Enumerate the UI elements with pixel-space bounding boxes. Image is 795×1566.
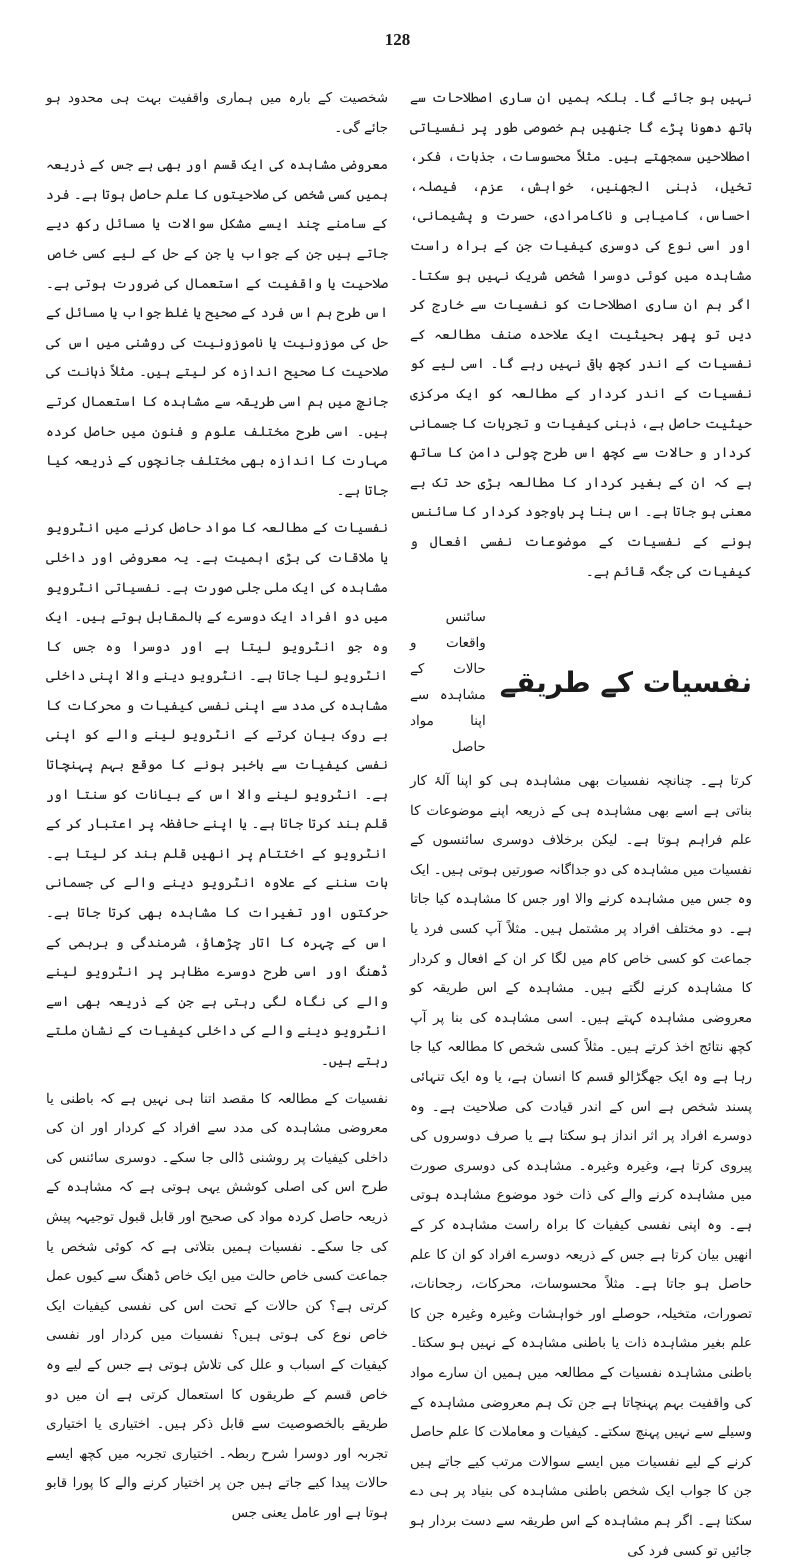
left-paragraph-1: شخصیت کے بارہ میں ہماری واقفیت بہت ہی محدود ہو جائے گی۔ bbox=[46, 91, 388, 136]
left-column bbox=[46, 84, 388, 1521]
section-heading-block bbox=[410, 605, 752, 761]
page-number: 128 bbox=[384, 30, 411, 49]
left-paragraph-3: نفسیات کے مطالعہ کا مواد حاصل کرنے میں انٹرویو یا ملاقات کی بڑی اہمیت ہے۔ یہ معروضی اور داخلی مشاہدہ کی ایک ملی جلی صورت ہے۔ نفسیاتی انٹرویو میں دو افراد ایک دوسرے کے بالمقابل ہوتے ہیں۔ ایک وہ جو انٹرویو لیتا ہے اور دوسرا وہ جس کا انٹرویو لیا جاتا ہے۔ انٹرویو دینے والا اپنی داخلی مشاہدہ کی مدد سے اپنی نفسی کیفیات و محرکات کا بے روک بیان کرتے کے انٹرویو لینے والے کو اپنی نفسی کیفیات سے باخبر ہونے کا موقع بہم پہنچاتا ہے۔ انٹرویو لینے والا اس کے بیانات کو سنتا اور قلم بند کرتا جاتا ہے۔ یا اپنے حافظہ پر اعتبار کر کے انٹرویو کے اختتام پر انھیں قلم بند کر لیتا ہے۔ بات سننے کے علاوہ انٹرویو دینے والے کی جسمانی حرکتوں اور تغیرات کا مشاہدہ بھی کرتا جاتا ہے۔ اس کے چہرہ کا اتار چڑھاؤ، شرمندگی و برہمی کے ڈھنگ اور اسی طرح دوسرے مظاہر پر انٹرویو لینے والے کی نگاہ لگی رہتی ہے جن کے ذریعہ بھی اسے انٹرویو دینے والے کی داخلی کیفیات کے نشان ملتے رہتے ہیں۔ bbox=[46, 521, 388, 1069]
right-column bbox=[410, 84, 752, 1559]
section-heading: نفسیات کے طریقے bbox=[499, 666, 752, 700]
right-paragraph-1: نہیں ہو جائے گا۔ بلکہ ہمیں ان ساری اصطلاحات سے ہاتھ دھونا پڑے گا جنھیں ہم خصوصی طور پر نفسیاتی اصطلاحیں سمجھتے ہیں۔ مثلاً محسوسات، جذبات، فکر، تخیل، ذہنی الجھنیں، خواہش، عزم، فیصلہ، احساس، کامیابی و ناکامرادی، حسرت و پشیمانی، اور اسی نوع کی دوسری کیفیات جن کے براہ راست مشاہدہ میں کوئی دوسرا شخص شریک نہیں ہو سکتا۔ اگر ہم ان ساری اصطلاحات کو نفسیات سے خارج کر دیں تو پھر بحیثیت ایک علاحدہ صنف مطالعہ کے نفسیات کے اندر کچھ باقی نہیں رہے گا۔ اسی لیے کو نفسیات کے اندر کردار کے مطالعہ کو ایک مرکزی حیثیت حاصل ہے، ذہنی کیفیات و تجربات کا جسمانی کردار و حالات سے کچھ اس طرح چولی دامن کا ساتھ ہے کہ ان کے بغیر کردار کا مطالعہ بڑی حد تک بے معنی ہو جاتا ہے۔ اس بنا پر باوجود کردار کا سائنس ہونے کے نفسیات کے موضوعات نفسی افعال و کیفیات کی جگہ قائم ہے۔ bbox=[410, 91, 752, 580]
left-paragraph-2: معروضی مشاہدہ کی ایک قسم اور بھی ہے جس کے ذریعہ ہمیں کسی شخص کی صلاحیتوں کا علم حاصل ہوتا ہے۔ فرد کے سامنے چند ایسے مشکل سوالات یا مسائل رکھ دیے جاتے ہیں جن کے جواب یا جن کے حل کے لیے کسی خاص صلاحیت یا واقفیت کے استعمال کی ضرورت ہوتی ہے۔ اس طرح ہم اس فرد کے صحیح یا غلط جواب یا مسائل کے حل کی موزونیت یا ناموزونیت کی روشنی میں اس کی صلاحیت کا صحیح اندازہ کر لیتے ہیں۔ مثلاً ذہانت کی جانچ میں ہم اسی طریقہ سے مشاہدہ کا استعمال کرتے ہیں۔ اسی طرح مختلف علوم و فنون میں حاصل کردہ مہارت کا اندازہ بھی مختلف جانچوں کے ذریعہ کیا جاتا ہے۔ bbox=[46, 158, 388, 499]
section-heading-side-text: سائنس واقعات و حالات کے مشاہدہ سے اپنا مواد حاصل bbox=[410, 610, 486, 756]
left-paragraph-4: نفسیات کے مطالعہ کا مقصد اتنا ہی نہیں ہے کہ باطنی یا معروضی مشاہدہ کی مدد سے افراد کے کردار اور ان کی داخلی کیفیات پر روشنی ڈالی جا سکے۔ دوسری سائنس کی طرح اس کی اصلی کوشش یہی ہوتی ہے کہ مشاہدہ کے ذریعہ حاصل کردہ مواد کی صحیح اور قابل قبول توجیہہ پیش کی جا سکے۔ نفسیات ہمیں بتلاتی ہے کہ کوئی شخص یا جماعت کسی خاص حالت میں ایک خاص ڈھنگ سے کیوں عمل کرتی ہے؟ کن حالات کے تحت اس کی نفسی کیفیات ایک خاص نوع کی ہوتی ہیں؟ نفسیات میں کردار اور نفسی کیفیات کے اسباب و علل کی تلاش ہوتی ہے جس کے لیے وہ خاص قسم کے طریقوں کا استعمال کرتی ہے ان میں دو طریقے بالخصوصیت سے قابل ذکر ہیں۔ اختیاری یا اختیاری تجربہ اور دوسرا شرح ربطہ۔ اختیاری تجربہ میں کچھ ایسے حالات پیدا کیے جاتے ہیں جن پر اختیار کرنے والے کا پورا قابو ہوتا ہے اور عامل یعنی جس bbox=[46, 1091, 388, 1521]
right-paragraph-2: کرتا ہے۔ چنانچہ نفسیات بھی مشاہدہ ہی کو اپنا آلۂ کار بناتی ہے اسے بھی مشاہدہ ہی کے ذریعہ اپنے موضوعات کا علم فراہم ہوتا ہے۔ لیکن برخلاف دوسری سائنسوں کے نفسیات میں مشاہدہ کی دو جداگانہ صورتیں ہوتی ہیں۔ ایک وہ جس میں مشاہدہ کرنے والا اور جس کا مشاہدہ کیا جاتا ہے۔ دو مختلف افراد پر مشتمل ہیں۔ مثلاً آپ کسی فرد یا جماعت کو کسی خاص کام میں لگا کر ان کے افعال و کردار کا مشاہدہ کرنے لگتے ہیں۔ مشاہدہ کے اس طریقہ کو معروضی مشاہدہ کہتے ہیں۔ اسی مشاہدہ کی بنا پر آپ کچھ نتائج اخذ کرتے ہیں۔ مثلاً کسی شخص کا مطالعہ کیا جا رہا ہے وہ ایک جھگڑالو قسم کا انسان ہے، یا وہ ایک تنہائی پسند شخص ہے اس کے اندر قیادت کی صلاحیت ہے۔ وہ دوسرے افراد پر اثر انداز ہو سکتا ہے یا صرف دوسروں کی پیروی کرتا ہے، وغیرہ وغیرہ۔ مشاہدہ کی دوسری صورت میں مشاہدہ کرنے والے کی ذات خود موضوع مشاہدہ ہوتی ہے۔ وہ اپنی نفسی کیفیات کا براہ راست مشاہدہ کر کے انھیں بیان کرتا ہے جس کے ذریعہ دوسرے افراد کو ان کا علم حاصل ہو جاتا ہے۔ مثلاً محسوسات، محرکات، رجحانات، تصورات، متخیلہ، حوصلے اور خواہشات وغیرہ وغیرہ جن کا علم بغیر مشاہدہ ذات یا باطنی مشاہدہ کے نہیں ہو سکتا۔ باطنی مشاہدہ نفسیات کے مطالعہ میں ہمیں ان سارے مواد کی واقفیت بہم پہنچاتا ہے جن تک ہم معروضی مشاہدہ کے وسیلے سے نہیں پہنچ سکتے۔ کیفیات و معاملات کا علم حاصل کرنے کے لیے نفسیات میں ایسے سوالات مرتب کیے جاتے ہیں جن کا جواب ایک شخص باطنی مشاہدہ کی بنیاد پر ہی دے سکتا ہے۔ اگر ہم مشاہدہ کے اس طریقہ سے دست بردار ہو جائیں تو کسی فرد کی bbox=[410, 774, 752, 1559]
